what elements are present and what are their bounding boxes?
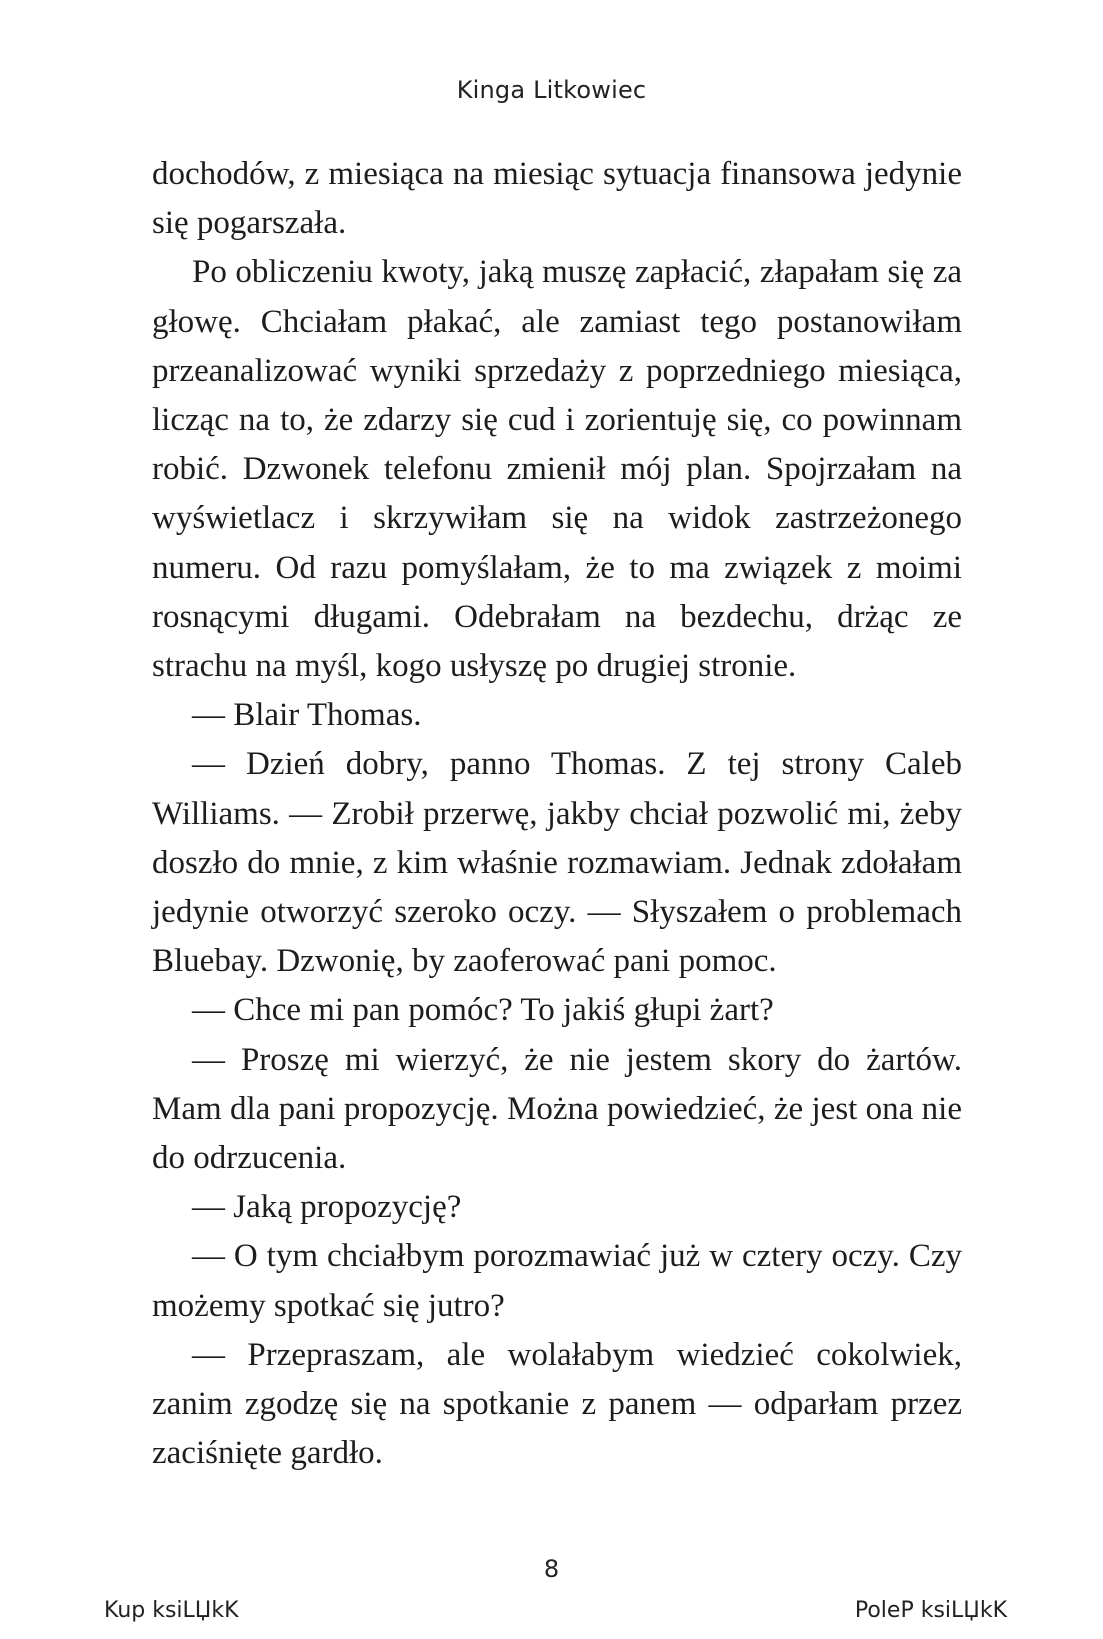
paragraph: — Blair Thomas. xyxy=(192,697,422,734)
page-number: 8 xyxy=(543,1555,560,1583)
paragraph: — Przepraszam, ale wolałabym wiedzieć cokolwiek, zanim zgodzę się na spotkanie z panem — odparłam przez zaciśnięte gardło. xyxy=(152,1336,962,1472)
paragraph: — Jaką propozycję? xyxy=(192,1189,462,1226)
paragraph: — Dzień dobry, panno Thomas. Z tej strony Caleb Williams. — Zrobił przerwę, jakby chciał pozwolić mi, żeby doszło do mnie, z kim właśnie rozmawiam. Jednak zdołałam jedynie otworzyć szeroko oczy. — Słyszałem o problemach Bluebay. Dzwonię, by zaoferować pani pomoc. xyxy=(152,746,962,980)
paragraph: — O tym chciałbym porozmawiać już w cztery oczy. Czy możemy spotkać się jutro? xyxy=(152,1238,962,1324)
paragraph: dochodów, z miesiąca na miesiąc sytuacja finansowa jedynie się pogarszała. xyxy=(152,156,962,242)
paragraph: Po obliczeniu kwoty, jaką muszę zapłacić, złapałam się za głowę. Chciałam płakać, ale zamiast tego postanowiłam przeanalizować wyniki sprzedaży z poprzedniego miesiąca, licząc na to, że zdarzy się cud i zorientuję się, co powinnam robić. Dzwonek telefonu zmienił mój plan. Spojrzałam na wyświetlacz i skrzywiłam się na widok zastrzeżonego numeru. Od razu pomyślałam, że to ma związek z moimi rosnącymi długami. Odebrałam na bezdechu, drżąc ze strachu na myśl, kogo usłyszę po drugiej stronie. xyxy=(152,254,962,685)
paragraph: — Proszę mi wierzyć, że nie jestem skory do żartów. Mam dla pani propozycję. Można powiedzieć, że jest ona nie do odrzucenia. xyxy=(152,1041,962,1177)
running-header-author: Kinga Litkowiec xyxy=(456,76,647,104)
page-body-text xyxy=(152,150,962,1478)
recommend-book-link[interactable]: PoleP ksiLЏkK xyxy=(854,1598,1007,1623)
paragraph: — Chce mi pan pomóc? To jakiś głupi żart? xyxy=(192,992,774,1029)
buy-book-link[interactable]: Kup ksiLЏkK xyxy=(104,1598,239,1623)
